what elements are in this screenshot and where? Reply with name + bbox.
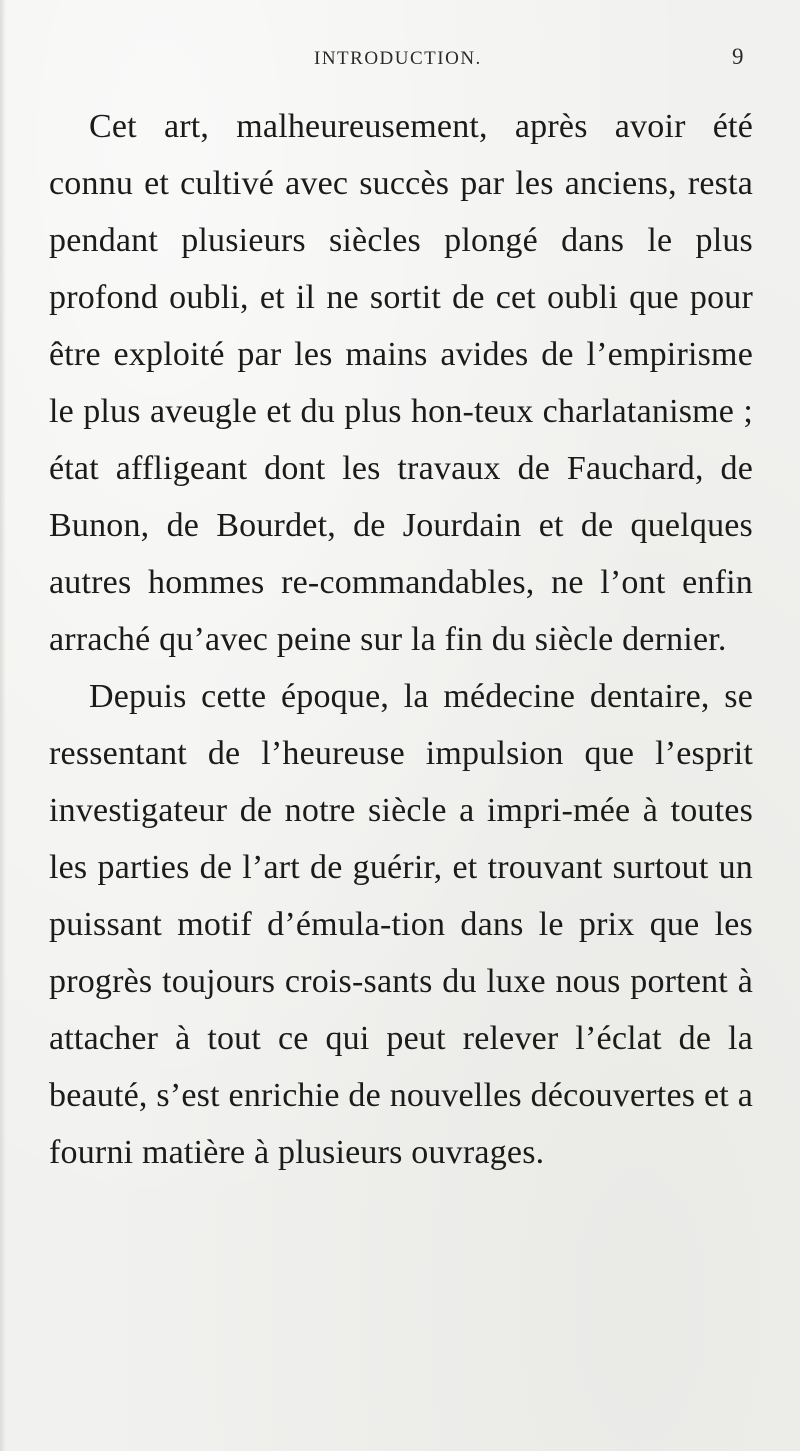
running-head [0, 44, 800, 74]
running-title: INTRODUCTION. [314, 48, 482, 69]
page-edge-shadow [0, 0, 6, 1451]
paragraph-text: Cet art, malheureusement, après avoir été connu et cultivé avec succès par les anciens, resta pendant plusieurs siècles plongé dans le plus profond oubli, et il ne sortit de cet oubli que pour être exploité par les mains avides de l’empirisme le plus aveugle et du plus hon-teux charlatanisme ; état affligeant dont les travaux de Fauchard, de Bunon, de Bourdet, de Jourdain et de quelques autres hommes re-commandables, ne l’ont enfin arraché qu’avec peine sur la fin du siècle dernier. [49, 108, 753, 658]
body-text [49, 98, 753, 1181]
paragraph-1 [49, 98, 753, 668]
paragraph-text: Depuis cette époque, la médecine dentaire, se ressentant de l’heureuse impulsion que l’esprit investigateur de notre siècle a impri-mée à toutes les parties de l’art de guérir, et trouvant surtout un puissant motif d’émula-tion dans le prix que les progrès toujours crois-sants du luxe nous portent à attacher à tout ce qui peut relever l’éclat de la beauté, s’est enrichie de nouvelles découvertes et a fourni matière à plusieurs ouvrages. [49, 678, 753, 1171]
paragraph-2 [49, 668, 753, 1181]
page-number: 9 [732, 44, 744, 69]
